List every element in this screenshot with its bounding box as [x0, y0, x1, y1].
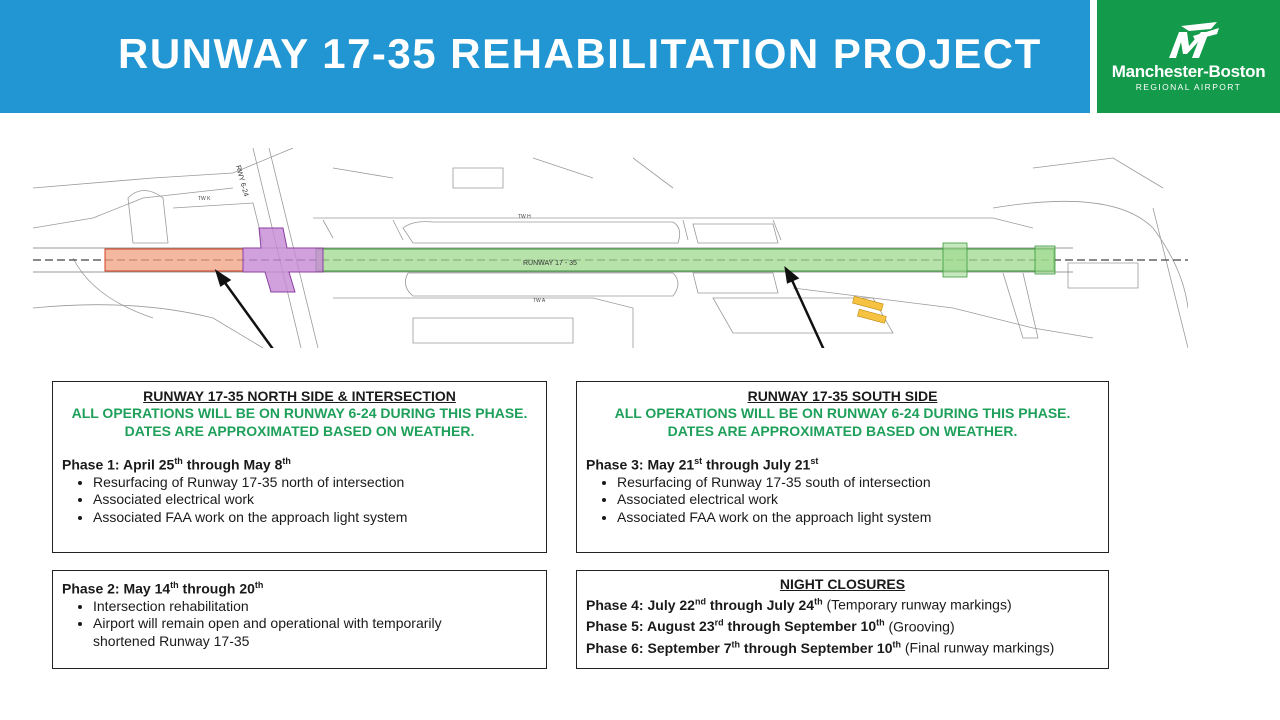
runway-label: RUNWAY 17 - 35	[523, 260, 577, 267]
north-notice: ALL OPERATIONS WILL BE ON RUNWAY 6-24 DURING THIS PHASE.	[71, 405, 528, 421]
logo-subtitle: REGIONAL AIRPORT	[1135, 82, 1242, 92]
north-section-area	[105, 249, 243, 271]
runway-site-plan	[33, 148, 1188, 348]
taxiway-label: TW A	[533, 298, 546, 304]
phase-1-list	[53, 474, 546, 527]
list-item: • Associated electrical work	[617, 491, 1108, 509]
phase-2-box	[52, 570, 547, 669]
logo-name: Manchester-Boston	[1111, 62, 1266, 81]
south-side-title: RUNWAY 17-35 SOUTH SIDE	[747, 388, 938, 404]
intersection-area	[243, 228, 323, 292]
list-item: • Resurfacing of Runway 17-35 north of intersection	[93, 474, 546, 492]
south-side-box	[576, 381, 1109, 553]
page-title: RUNWAY 17-35 REHABILITATION PROJECT	[118, 30, 1042, 77]
airport-logo	[1097, 0, 1280, 113]
list-item: • Intersection rehabilitation	[93, 598, 486, 616]
north-side-title: RUNWAY 17-35 NORTH SIDE & INTERSECTION	[143, 388, 456, 404]
north-weather-notice: DATES ARE APPROXIMATED BASED ON WEATHER.	[124, 423, 475, 439]
phase-1-heading: Phase 1: April 25th through May 8th	[62, 456, 291, 473]
phase-3-list	[577, 474, 1108, 527]
night-closures-box	[576, 570, 1109, 669]
header-banner	[0, 0, 1090, 113]
list-item: • Associated FAA work on the approach light system	[93, 509, 546, 527]
south-weather-notice: DATES ARE APPROXIMATED BASED ON WEATHER.	[667, 423, 1018, 439]
list-item: • Airport will remain open and operational with temporarily shortened Runway 17-35	[93, 615, 486, 650]
taxiway-label: TW H	[518, 214, 531, 220]
phase-4-line: Phase 4: July 22nd through July 24th (Temporary runway markings)	[586, 596, 1012, 613]
list-item: • Resurfacing of Runway 17-35 south of intersection	[617, 474, 1108, 492]
phase-3-heading: Phase 3: May 21st through July 21st	[586, 456, 819, 473]
list-item: • Associated electrical work	[93, 491, 546, 509]
crossing-runway-label: RWY 6-24	[234, 164, 250, 198]
phase-5-line: Phase 5: August 23rd through September 10th (Grooving)	[586, 617, 955, 635]
list-item: • Associated FAA work on the approach light system	[617, 509, 1108, 527]
night-closures-title: NIGHT CLOSURES	[779, 576, 906, 592]
phase-2-heading: Phase 2: May 14th through 20th	[62, 580, 264, 597]
phase-6-line: Phase 6: September 7th through September 10th (Final runway markings)	[586, 639, 1055, 656]
south-notice: ALL OPERATIONS WILL BE ON RUNWAY 6-24 DURING THIS PHASE.	[614, 405, 1071, 421]
phase-2-list	[53, 598, 546, 651]
airport-logo-icon	[1159, 20, 1223, 60]
north-side-box	[52, 381, 547, 553]
taxiway-label: TW K	[198, 196, 211, 202]
